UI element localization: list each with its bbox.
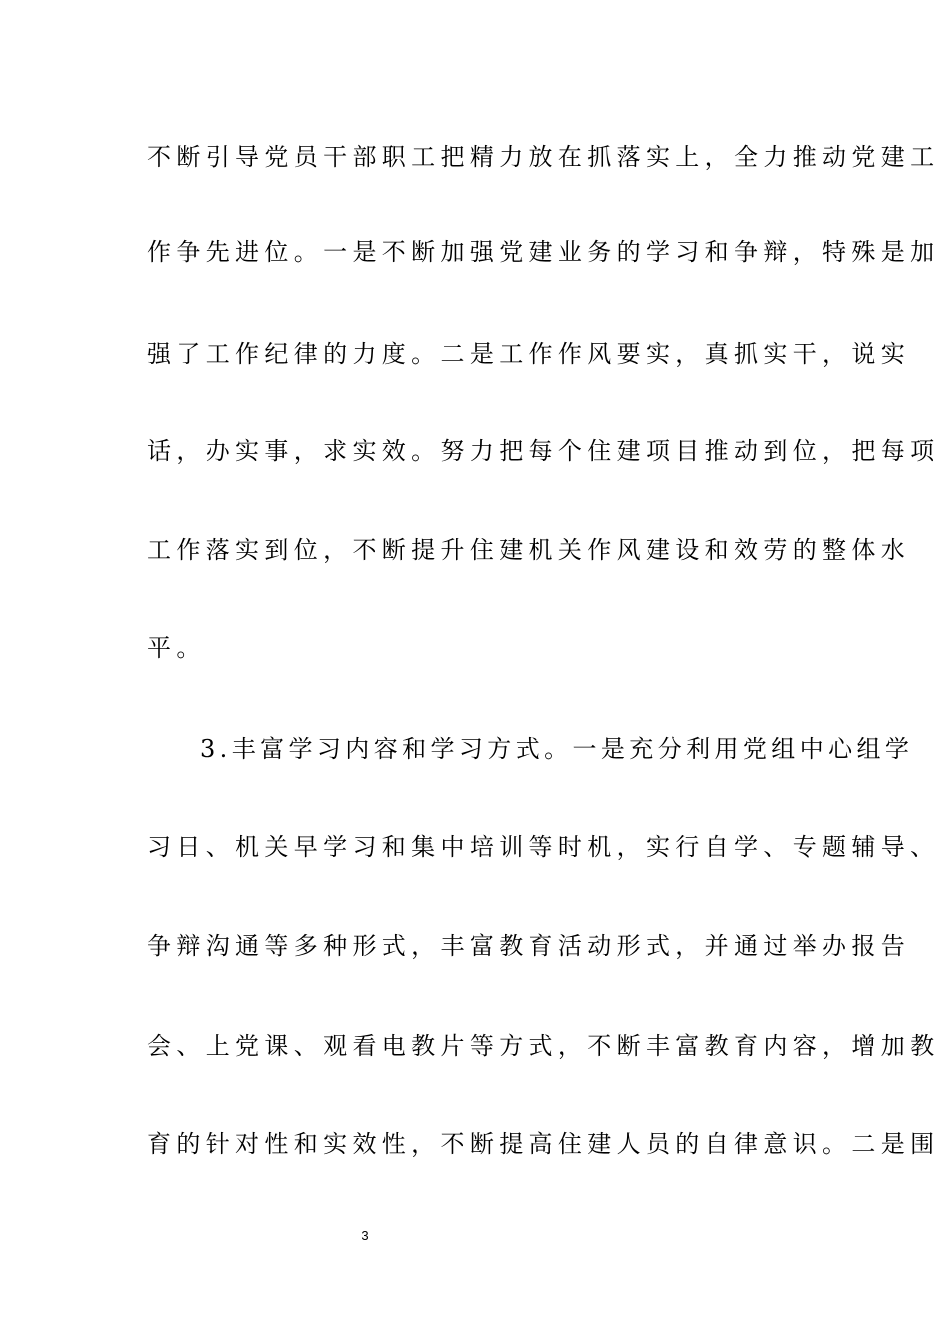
text-line: 工作落实到位，不断提升住建机关作风建设和效劳的整体水 [147,536,911,564]
text-line: 育的针对性和实效性，不断提高住建人员的自律意识。二是围 [147,1130,940,1158]
text-line: 不断引导党员干部职工把精力放在抓落实上，全力推动党建工 [147,143,940,171]
text-line: 话，办实事，求实效。努力把每个住建项目推动到位，把每项 [147,437,940,465]
text-line: 习日、机关早学习和集中培训等时机，实行自学、专题辅导、 [147,833,940,861]
text-line: 争辩沟通等多种形式，丰富教育活动形式，并通过举办报告 [147,932,911,960]
section-heading-line: 3.丰富学习内容和学习方式。一是充分利用党组中心组学 [200,735,914,763]
page-number: 3 [361,1228,369,1243]
text-line: 平。 [147,634,206,662]
text-line: 作争先进位。一是不断加强党建业务的学习和争辩，特殊是加 [147,238,940,266]
text-line: 会、上党课、观看电教片等方式，不断丰富教育内容，增加教 [147,1032,940,1060]
text-line: 强了工作纪律的力度。二是工作作风要实，真抓实干，说实 [147,340,911,368]
